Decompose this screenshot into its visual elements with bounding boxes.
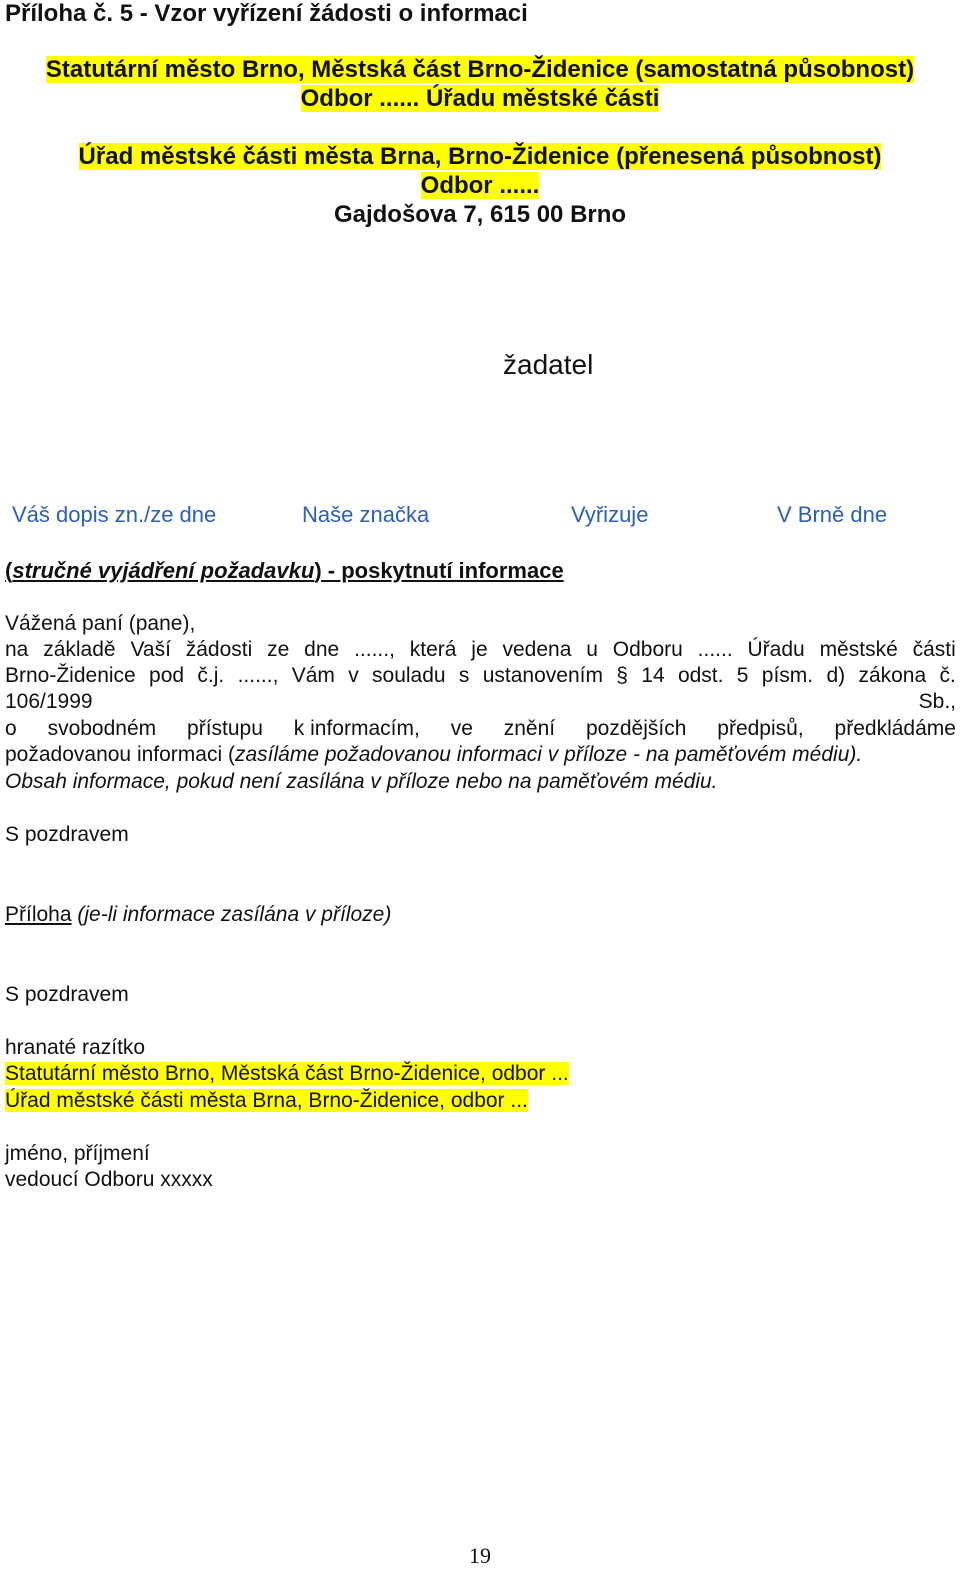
body-word: u xyxy=(586,638,598,661)
body-word: Odboru xyxy=(612,638,683,661)
body-word: 5 xyxy=(736,664,749,687)
body-word: ze xyxy=(267,638,290,661)
ref-handled-by: Vyřizuje xyxy=(571,502,649,527)
body-word: souladu xyxy=(372,664,446,687)
body-word: ustanovením xyxy=(482,664,603,687)
body-line-5 xyxy=(5,743,862,767)
body-word: ...... xyxy=(697,638,733,661)
authority-line-3 xyxy=(0,143,960,171)
authority-line-2 xyxy=(0,85,960,113)
body-word: Brno-Židenice xyxy=(5,664,136,687)
body-word: dne xyxy=(304,638,340,661)
authority-line-1-text: Statutární město Brno, Městská část Brno-Židenice (samostatná působnost) xyxy=(45,56,915,83)
body-word: d) xyxy=(826,664,846,687)
body-word: vedena xyxy=(502,638,572,661)
body-word: Vám xyxy=(291,664,335,687)
authority-address-text: Gajdošova 7, 615 00 Brno xyxy=(333,201,627,228)
authority-line-4-text: Odbor ...... xyxy=(420,172,540,199)
document-heading xyxy=(5,0,528,28)
body-line-6: Obsah informace, pokud není zasílána v příloze nebo na paměťovém médiu. xyxy=(5,770,718,793)
body-word: základě xyxy=(43,638,116,661)
attachment-line xyxy=(5,903,391,927)
subject-open-paren: ( xyxy=(5,558,13,583)
closing-1: S pozdravem xyxy=(5,823,129,846)
authority-line-1 xyxy=(0,56,960,84)
body-word: ve xyxy=(450,717,473,740)
signature-title: vedoucí Odboru xxxxx xyxy=(5,1168,213,1191)
authority-line-4 xyxy=(0,172,960,200)
body-word: znění xyxy=(503,717,556,740)
body-word: písm. xyxy=(761,664,814,687)
body-word: Vaší xyxy=(130,638,171,661)
body-word: Úřadu xyxy=(747,638,805,661)
recipient: žadatel xyxy=(503,349,594,380)
authority-line-2-text: Odbor ...... Úřadu městské části xyxy=(300,85,660,112)
body-line-5-normal: požadovanou informaci ( xyxy=(5,743,235,766)
attachment-note: (je-li informace zasílána v příloze) xyxy=(71,903,392,926)
body-word: zákona xyxy=(858,664,927,687)
stamp-line-2-text: Úřad městské části města Brna, Brno-Židenice, odbor ... xyxy=(5,1089,528,1112)
body-word: s xyxy=(458,664,470,687)
body-word: předkládáme xyxy=(834,717,956,740)
body-line-4 xyxy=(5,717,956,741)
body-word: v xyxy=(348,664,359,687)
authority-address xyxy=(0,201,960,229)
body-word: o xyxy=(5,717,17,740)
body-word: pod xyxy=(149,664,185,687)
attachment-label: Příloha xyxy=(5,903,72,926)
body-word: ......, xyxy=(354,638,395,661)
ref-place-date: V Brně dne xyxy=(777,502,888,527)
body-word: která xyxy=(409,638,457,661)
subject-italic: stručné vyjádření požadavku xyxy=(12,558,315,583)
salutation: Vážená paní (pane), xyxy=(5,612,196,635)
body-word: je xyxy=(471,638,488,661)
body-word: ......, xyxy=(237,664,279,687)
stamp-line-2 xyxy=(5,1089,528,1113)
subject-rest: ) - poskytnutí informace xyxy=(314,558,564,583)
body-word: k informacím, xyxy=(293,717,420,740)
page-number: 19 xyxy=(469,1543,491,1568)
ref-our-ref: Naše značka xyxy=(302,502,430,527)
body-word: 14 xyxy=(641,664,665,687)
body-line-2 xyxy=(5,664,956,688)
closing-2: S pozdravem xyxy=(5,983,129,1006)
body-word: žádosti xyxy=(185,638,253,661)
authority-line-3-text: Úřad městské části města Brna, Brno-Židenice (přenesená působnost) xyxy=(78,143,882,170)
subject-line xyxy=(5,558,564,584)
body-word: Sb., xyxy=(918,690,956,713)
body-word: pozdějších xyxy=(586,717,687,740)
ref-your-letter: Váš dopis zn./ze dne xyxy=(12,502,217,527)
body-word: části xyxy=(912,638,956,661)
body-line-1 xyxy=(5,638,956,662)
body-word: městské xyxy=(819,638,898,661)
body-word: přístupu xyxy=(187,717,263,740)
body-word: svobodném xyxy=(47,717,157,740)
body-word: č. xyxy=(939,664,956,687)
body-line-3 xyxy=(5,690,956,714)
body-word: odst. xyxy=(677,664,724,687)
body-word: č.j. xyxy=(197,664,225,687)
body-word: 106/1999 xyxy=(5,690,93,713)
body-word: na xyxy=(5,638,29,661)
signature-name: jméno, příjmení xyxy=(5,1142,150,1165)
body-word: předpisů, xyxy=(717,717,804,740)
body-word: § xyxy=(616,664,628,687)
stamp-line-1 xyxy=(5,1062,569,1086)
stamp-line-1-text: Statutární město Brno, Městská část Brno-Židenice, odbor ... xyxy=(5,1062,569,1085)
stamp-label: hranaté razítko xyxy=(5,1036,146,1059)
body-line-5-italic: zasíláme požadovanou informaci v příloze - na paměťovém médiu). xyxy=(234,743,863,766)
heading-text: Příloha č. 5 - Vzor vyřízení žádosti o informaci xyxy=(5,0,528,27)
